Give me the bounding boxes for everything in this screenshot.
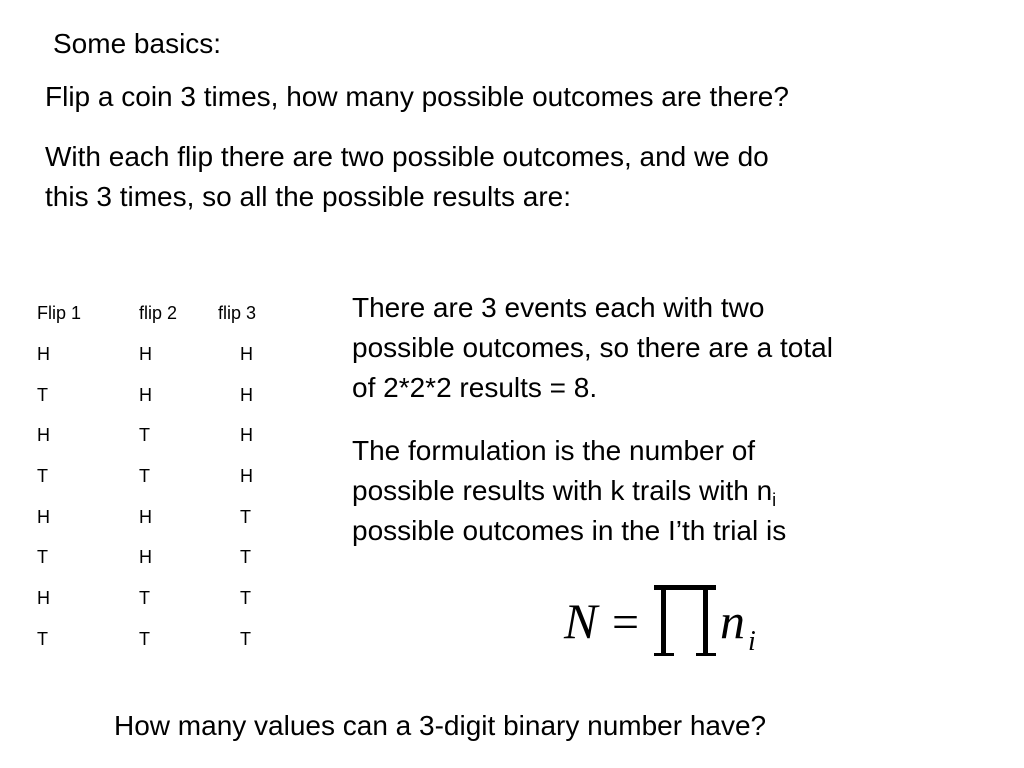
table-cell: H bbox=[37, 425, 50, 445]
formulation-subscript: i bbox=[772, 490, 777, 510]
table-cell: H bbox=[139, 547, 152, 567]
table-cell: T bbox=[240, 507, 251, 527]
table-cell: H bbox=[240, 425, 253, 445]
table-cell: H bbox=[139, 344, 152, 364]
formula-product-symbol: ∏ bbox=[690, 180, 691, 181]
explanation-text bbox=[45, 137, 769, 217]
formula-equals: = bbox=[612, 596, 640, 649]
events-line-3: of 2*2*2 results = 8. bbox=[352, 372, 598, 403]
formulation-text bbox=[352, 431, 786, 551]
product-symbol-icon bbox=[654, 585, 716, 656]
events-line-2: possible outcomes, so there are a total bbox=[352, 332, 833, 363]
table-cell: H bbox=[139, 507, 152, 527]
formulation-line-1: The formulation is the number of bbox=[352, 435, 756, 466]
table-cell: T bbox=[37, 385, 48, 405]
formula-subscript: i bbox=[748, 626, 756, 657]
table-cell: H bbox=[37, 344, 50, 364]
table-header-flip-3: flip 3 bbox=[218, 303, 257, 323]
formula-lhs: N bbox=[564, 593, 598, 649]
explanation-line-2: this 3 times, so all the possible results are: bbox=[45, 181, 572, 212]
explanation-line-1: With each flip there are two possible outcomes, and we do bbox=[45, 141, 769, 172]
table-cell: T bbox=[240, 588, 251, 608]
table-cell: T bbox=[37, 547, 48, 567]
bottom-question-text: How many values can a 3-digit binary number have? bbox=[114, 710, 767, 741]
table-cell: H bbox=[240, 466, 253, 486]
table-header-flip-2: flip 2 bbox=[139, 303, 178, 323]
slide-heading: Some basics: bbox=[53, 28, 222, 59]
question-text: Flip a coin 3 times, how many possible outcomes are there? bbox=[45, 81, 789, 112]
table-cell: T bbox=[240, 547, 251, 567]
table-cell: T bbox=[139, 588, 150, 608]
table-cell: H bbox=[240, 385, 253, 405]
events-line-1: There are 3 events each with two bbox=[352, 292, 765, 323]
table-cell: T bbox=[139, 425, 150, 445]
table-header-flip-1: Flip 1 bbox=[37, 303, 82, 323]
events-text bbox=[352, 288, 833, 408]
table-cell: H bbox=[37, 507, 50, 527]
formulation-line-2-text: possible results with k trails with n bbox=[352, 475, 773, 506]
formulation-line-2 bbox=[352, 471, 786, 511]
table-cell: H bbox=[240, 344, 253, 364]
table-cell: T bbox=[240, 629, 251, 649]
table-cell: H bbox=[37, 588, 50, 608]
formula-term: n bbox=[720, 593, 745, 649]
table-cell: T bbox=[139, 466, 150, 486]
table-cell: T bbox=[37, 466, 48, 486]
table-cell: H bbox=[139, 385, 152, 405]
table-cell: T bbox=[139, 629, 150, 649]
table-cell: T bbox=[37, 629, 48, 649]
formulation-line-3: possible outcomes in the I’th trial is bbox=[352, 515, 787, 546]
